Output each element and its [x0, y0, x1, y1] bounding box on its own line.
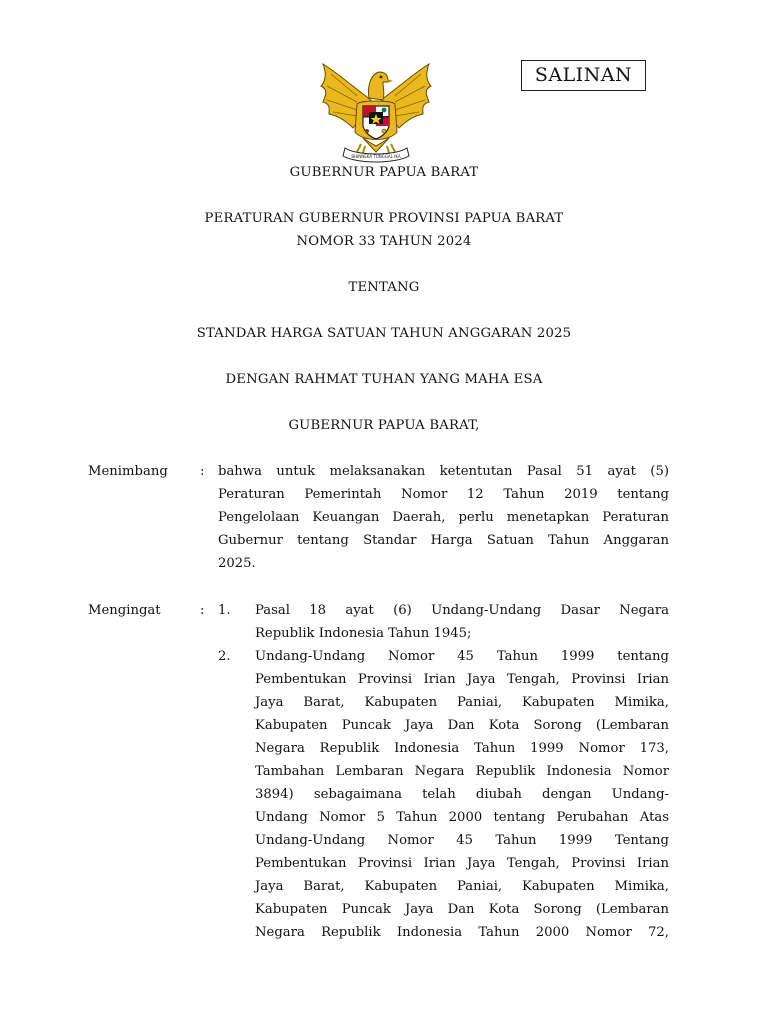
menimbang-text — [218, 460, 669, 575]
text-line: bahwa untuk melaksanakan ketentutan Pasal 51 ayat (5) — [218, 464, 669, 479]
item-number: 2. — [218, 649, 231, 664]
item-number: 1. — [218, 603, 231, 618]
text-line: Pembentukan Provinsi Irian Jaya Tengah, Provinsi Irian — [255, 856, 669, 871]
regulation-title: PERATURAN GUBERNUR PROVINSI PAPUA BARAT — [204, 211, 564, 226]
text-line: Jaya Barat, Kabupaten Paniai, Kabupaten Mimika, — [255, 879, 669, 894]
text-line: Pengelolaan Keuangan Daerah, perlu menetapkan Peraturan — [218, 510, 669, 525]
salinan-stamp: SALINAN — [521, 60, 646, 91]
text-line: Undang-Undang Nomor 45 Tahun 1999 tentang — [255, 649, 669, 664]
text-line: Pembentukan Provinsi Irian Jaya Tengah, Provinsi Irian — [255, 672, 669, 687]
text-line: Undang Nomor 5 Tahun 2000 tentang Perubahan Atas — [255, 810, 669, 825]
text-line: Jaya Barat, Kabupaten Paniai, Kabupaten Mimika, — [255, 695, 669, 710]
text-line: 2025. — [218, 556, 256, 571]
text-line: Undang-Undang Nomor 45 Tahun 1999 Tentang — [255, 833, 669, 848]
menimbang-colon: : — [200, 464, 205, 479]
text-line: Republik Indonesia Tahun 1945; — [255, 626, 472, 641]
text-line: Pasal 18 ayat (6) Undang-Undang Dasar Negara — [255, 603, 669, 618]
text-line: Peraturan Pemerintah Nomor 12 Tahun 2019 tentang — [218, 487, 669, 502]
text-line: Negara Republik Indonesia Tahun 2000 Nomor 72, — [255, 925, 669, 940]
emblem-motto: BHINNEKA TUNGGAL IKA — [351, 154, 401, 159]
menimbang-label: Menimbang — [88, 464, 168, 479]
issuer-title: GUBERNUR PAPUA BARAT — [289, 165, 479, 180]
mengingat-item-1 — [255, 599, 669, 645]
governor-heading: GUBERNUR PAPUA BARAT, — [288, 418, 480, 433]
garuda-emblem-icon — [317, 60, 435, 164]
garuda-pancasila-emblem — [317, 60, 435, 164]
mengingat-label: Mengingat — [88, 603, 161, 618]
blessing-line: DENGAN RAHMAT TUHAN YANG MAHA ESA — [225, 372, 543, 387]
regulation-subject: STANDAR HARGA SATUAN TAHUN ANGGARAN 2025 — [196, 326, 572, 341]
text-line: Gubernur tentang Standar Harga Satuan Tahun Anggaran — [218, 533, 669, 548]
text-line: Kabupaten Puncak Jaya Dan Kota Sorong (Lembaran — [255, 718, 669, 733]
text-line: Tambahan Lembaran Negara Republik Indonesia Nomor — [255, 764, 669, 779]
text-line: 3894) sebagaimana telah diubah dengan Undang- — [255, 787, 669, 802]
regulation-number: NOMOR 33 TAHUN 2024 — [296, 234, 472, 249]
mengingat-item-2 — [255, 645, 669, 944]
mengingat-colon: : — [200, 603, 205, 618]
text-line: Kabupaten Puncak Jaya Dan Kota Sorong (Lembaran — [255, 902, 669, 917]
about-heading: TENTANG — [348, 280, 420, 295]
text-line: Negara Republik Indonesia Tahun 1999 Nomor 173, — [255, 741, 669, 756]
